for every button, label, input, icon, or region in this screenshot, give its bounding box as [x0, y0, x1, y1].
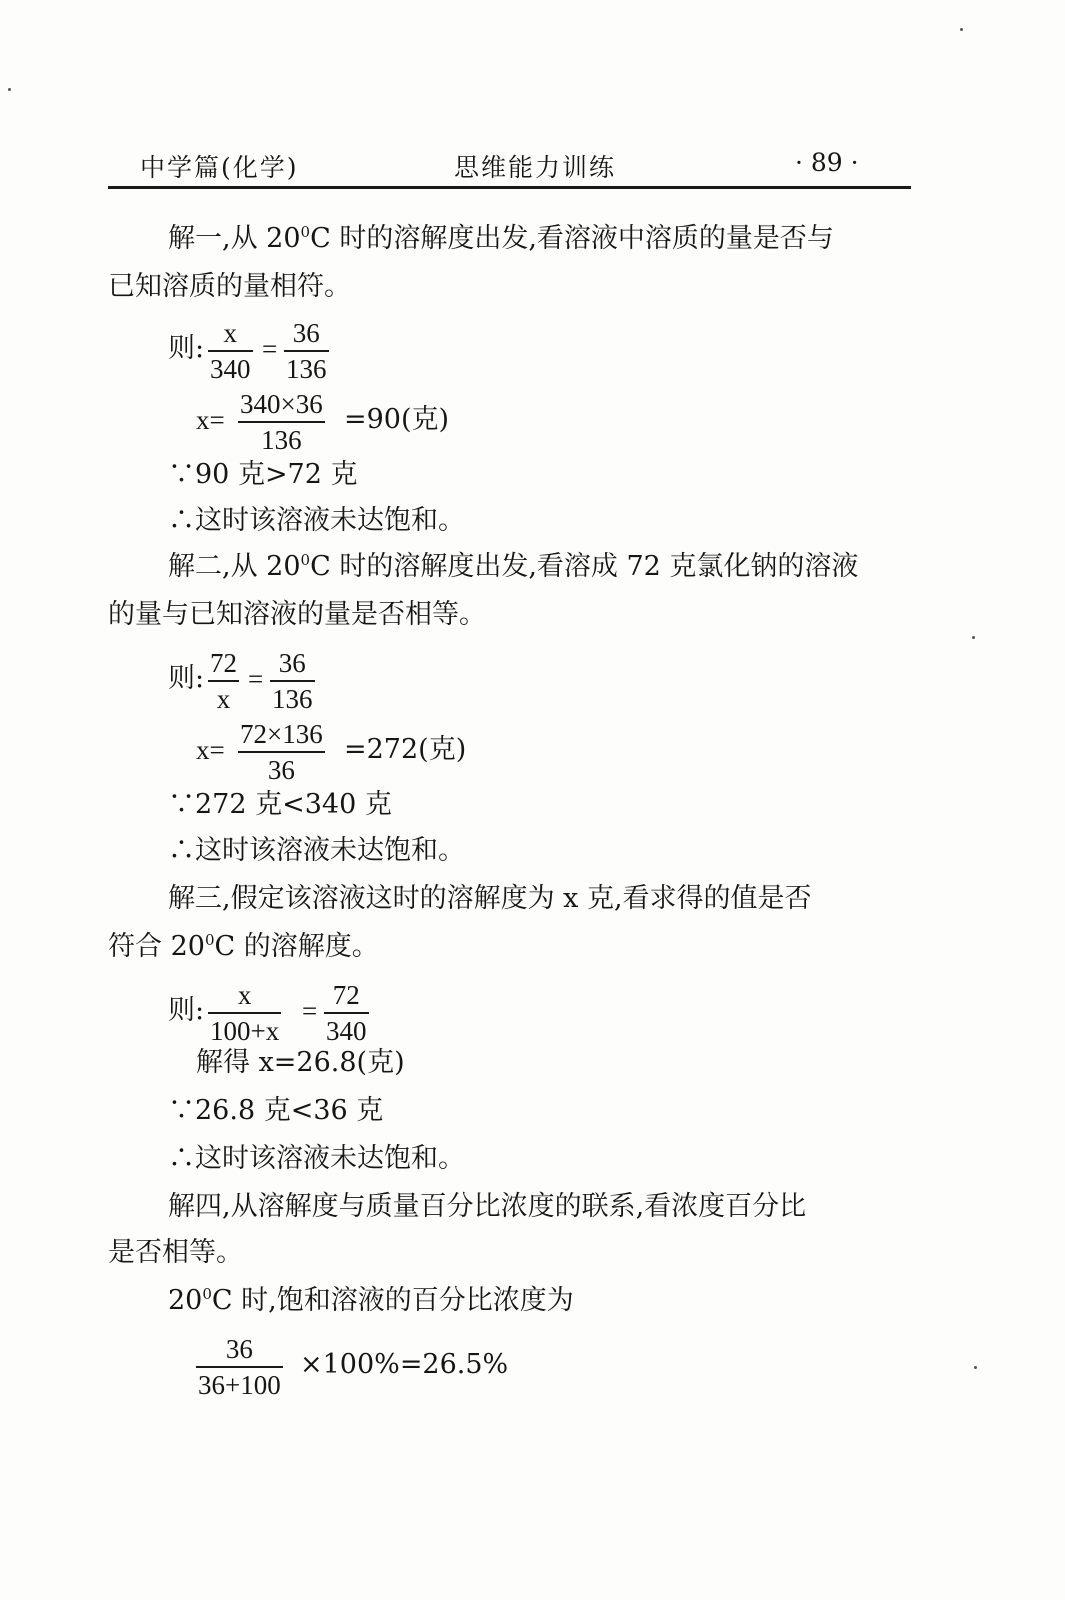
because-line: ∵272 克<340 克	[168, 789, 392, 820]
denominator: 136	[261, 425, 302, 455]
fraction	[196, 1334, 283, 1400]
numerator: 36	[292, 318, 320, 348]
denominator: 136	[272, 684, 313, 714]
scan-speck	[8, 88, 11, 91]
numerator: 36	[278, 648, 306, 678]
denominator: 340	[326, 1016, 367, 1046]
solution-3-intro-cont	[108, 932, 379, 962]
text-span: 解二,从 20	[168, 551, 301, 582]
text-span: C 的溶解度。	[214, 931, 379, 962]
denominator: x	[216, 684, 231, 714]
equals-sign: =	[248, 664, 264, 694]
denominator: 136	[286, 354, 327, 384]
denominator: 100+x	[210, 1016, 280, 1046]
degree-superscript: 0	[300, 551, 311, 569]
denominator: 36+100	[198, 1370, 281, 1400]
solve-line: 解得 x=26.8(克)	[196, 1047, 405, 1078]
text-span: 20	[168, 1285, 203, 1316]
therefore-line: ∴这时该溶液未达饱和。	[168, 505, 465, 536]
concentration-intro	[168, 1286, 574, 1316]
numerator: 36	[225, 1334, 253, 1364]
degree-superscript: 0	[204, 931, 215, 949]
header-rule	[108, 186, 911, 189]
numerator: x	[223, 318, 237, 348]
running-header-section: 中学篇(化学)	[140, 153, 299, 182]
denominator: 340	[210, 354, 251, 384]
text-span: C 时,饱和溶液的百分比浓度为	[211, 1285, 574, 1316]
fraction-right	[324, 980, 369, 1046]
degree-superscript: 0	[202, 1285, 212, 1303]
then-label: 则:	[168, 995, 205, 1026]
text-span: C 时的溶解度出发,看溶成 72 克氯化钠的溶液	[310, 551, 859, 582]
numerator: 72×136	[240, 719, 323, 749]
fraction	[238, 719, 325, 785]
variable-x: x=	[196, 735, 225, 765]
fraction	[238, 389, 325, 455]
text-span: C 时的溶解度出发,看溶液中溶质的量是否与	[310, 223, 834, 254]
numerator: x	[237, 980, 252, 1010]
equals-sign: =	[302, 996, 318, 1026]
fraction-right	[284, 318, 329, 384]
because-line: ∵90 克>72 克	[168, 459, 358, 490]
therefore-line: ∴这时该溶液未达饱和。	[168, 1143, 465, 1174]
text-span: 符合 20	[108, 931, 205, 962]
therefore-line: ∴这时该溶液未达饱和。	[168, 835, 465, 866]
solution-1-intro	[168, 224, 834, 254]
solution-2-intro-cont: 的量与已知溶液的量是否相等。	[108, 599, 486, 630]
text-span: 解一,从 20	[168, 223, 301, 254]
solution-3-intro: 解三,假定该溶液这时的溶解度为 x 克,看求得的值是否	[168, 883, 812, 914]
equals-sign: =	[262, 334, 278, 364]
because-line: ∵26.8 克<36 克	[168, 1095, 384, 1126]
then-label: 则:	[168, 333, 205, 364]
fraction-left	[208, 318, 253, 384]
running-header-title: 思维能力训练	[454, 153, 617, 182]
variable-x: x=	[196, 405, 225, 435]
then-label: 则:	[168, 663, 205, 694]
solution-2-intro	[168, 552, 858, 582]
fraction-left	[208, 648, 239, 714]
fraction-left	[208, 980, 281, 1046]
page-number: · 89 ·	[795, 148, 859, 177]
result: =272(克)	[344, 734, 467, 765]
numerator: 72	[210, 648, 237, 678]
result: =90(克)	[344, 404, 450, 435]
denominator: 36	[267, 755, 295, 785]
result: ×100%=26.5%	[300, 1349, 509, 1380]
solution-4-intro: 解四,从溶解度与质量百分比浓度的联系,看浓度百分比	[168, 1191, 807, 1222]
numerator: 72	[332, 980, 360, 1010]
scan-speck	[972, 636, 975, 639]
scan-speck	[960, 28, 963, 31]
numerator: 340×36	[240, 389, 323, 419]
fraction-right	[270, 648, 315, 714]
scan-speck	[974, 1366, 977, 1369]
solution-1-intro-cont: 已知溶质的量相符。	[108, 271, 351, 302]
degree-superscript: 0	[300, 223, 311, 241]
solution-4-intro-cont: 是否相等。	[108, 1237, 243, 1268]
